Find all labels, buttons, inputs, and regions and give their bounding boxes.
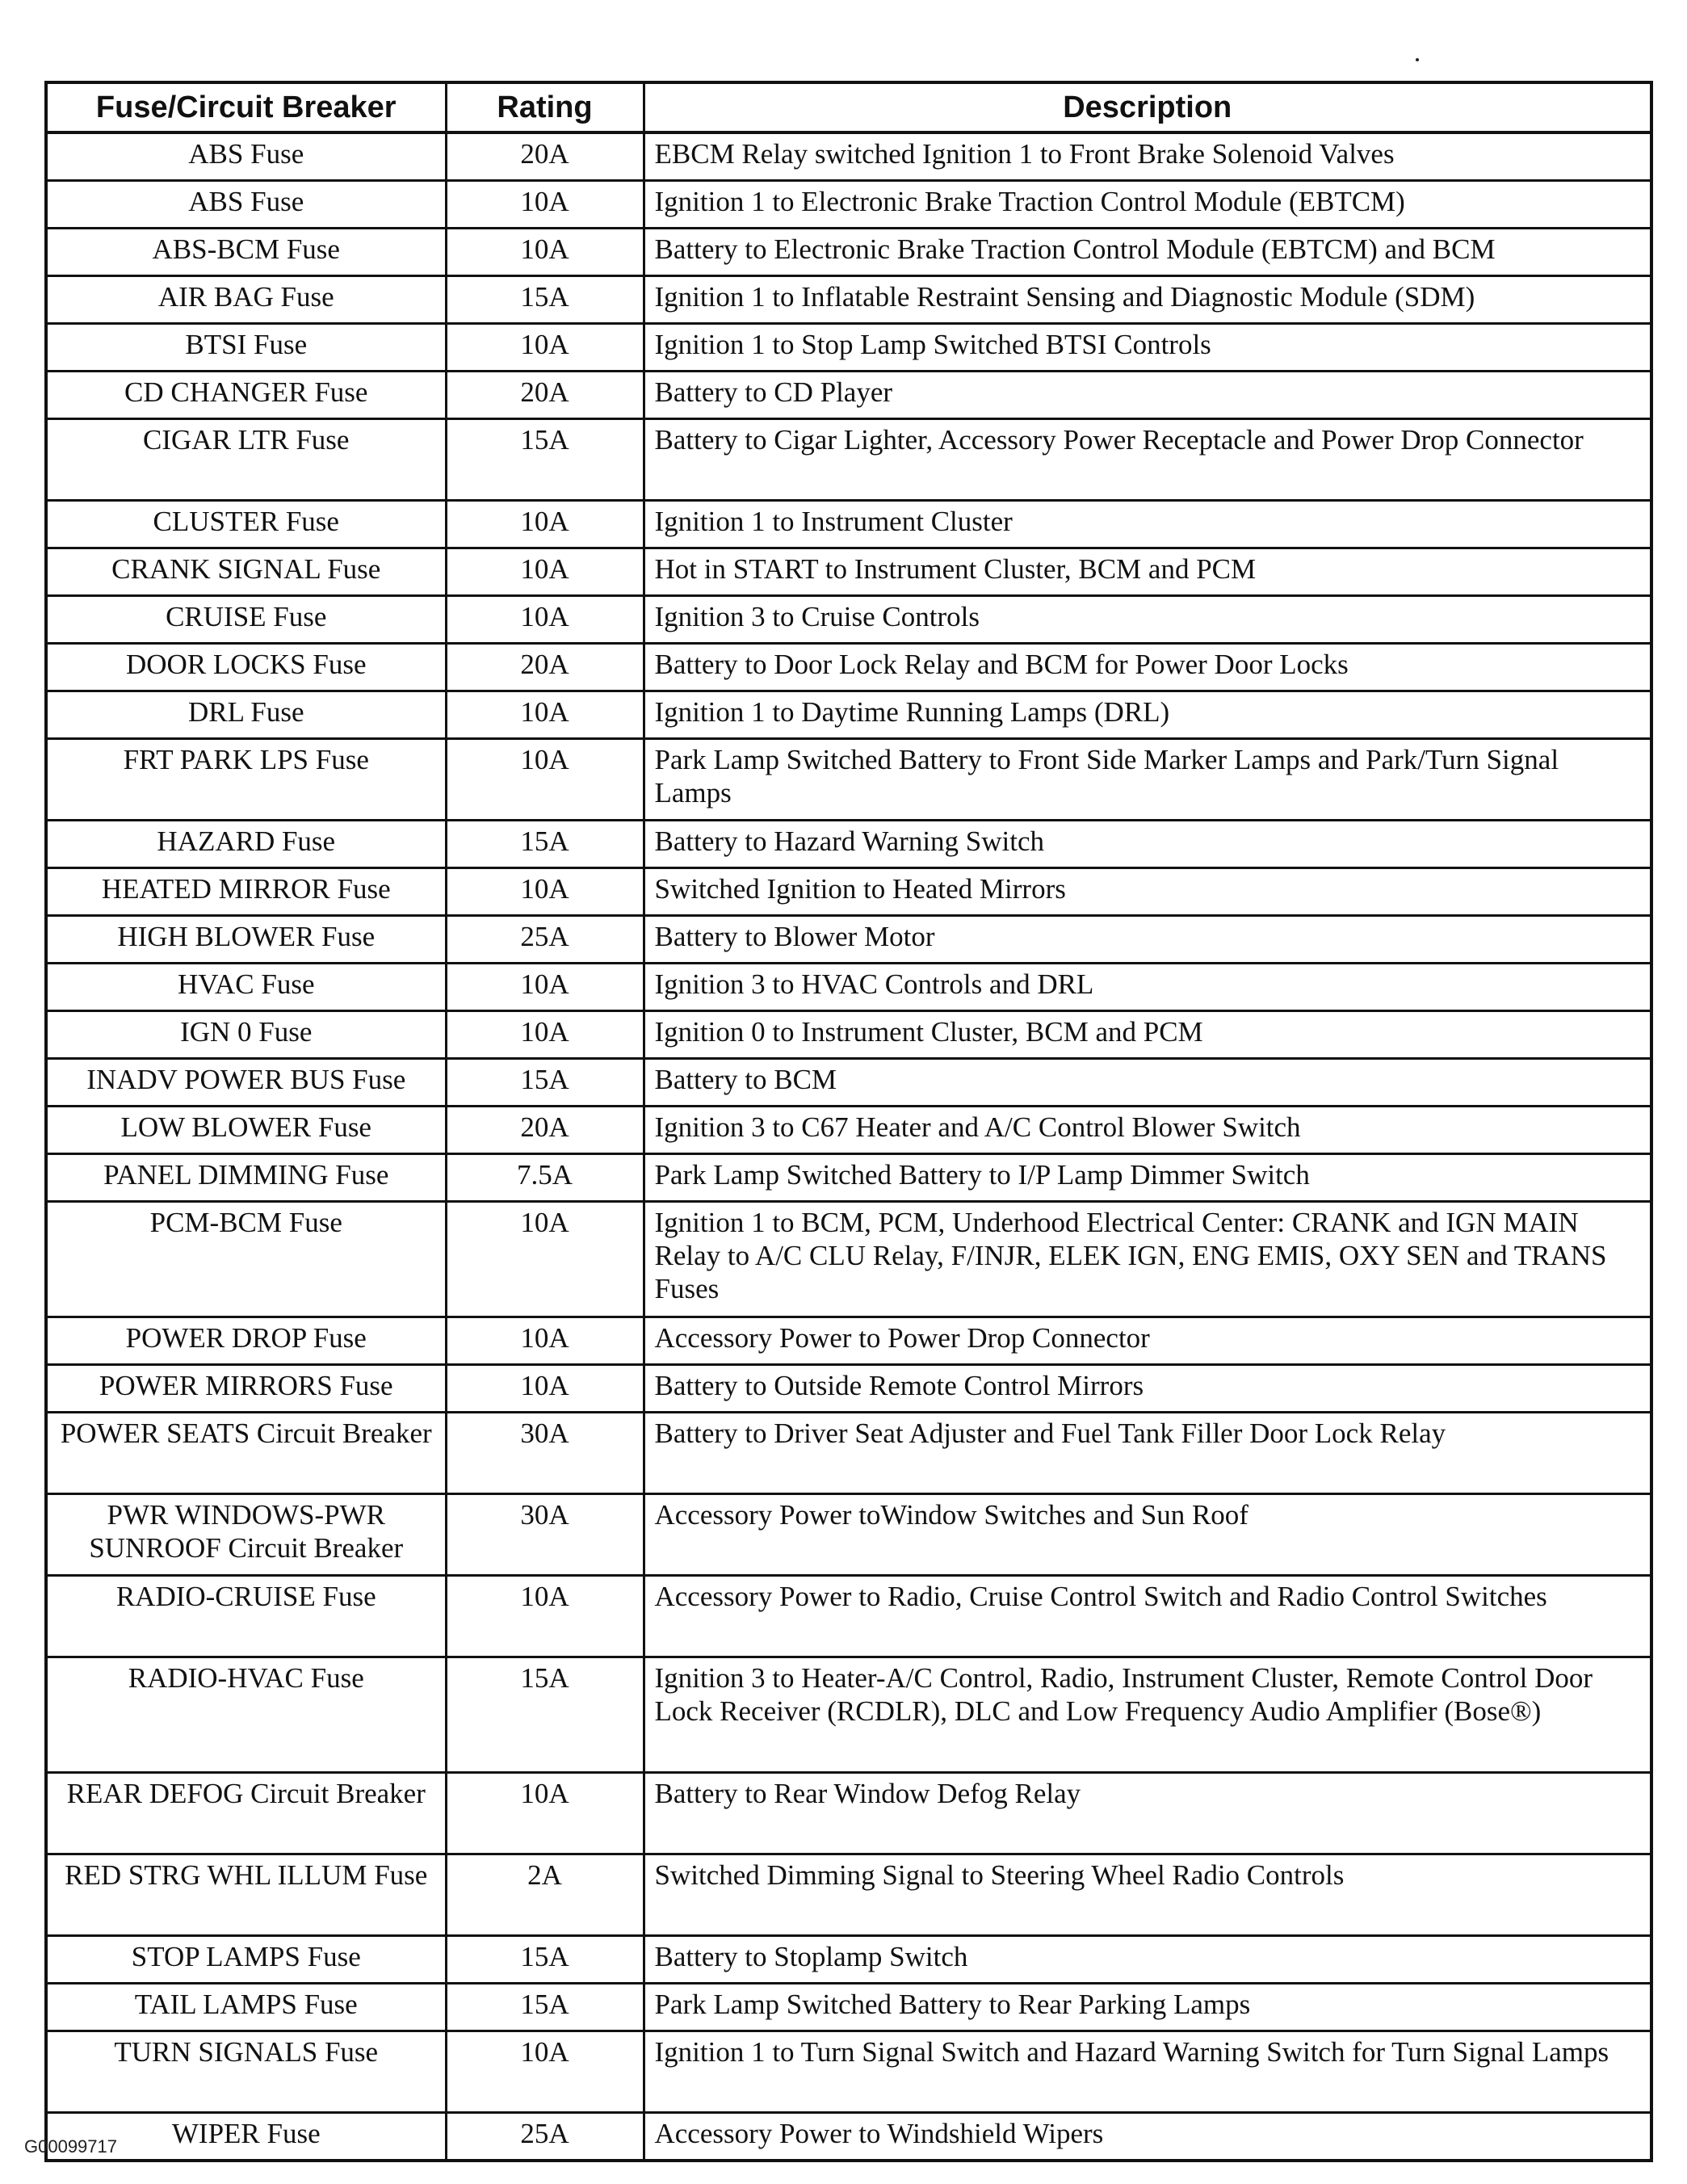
fuse-cell: POWER SEATS Circuit Breaker [46,1413,446,1494]
description-cell: Accessory Power to Windshield Wipers [644,2113,1651,2161]
fuse-cell: RED STRG WHL ILLUM Fuse [46,1854,446,1936]
table-row [46,1413,1651,1494]
description-cell: Battery to Rear Window Defog Relay [644,1773,1651,1854]
table-row [46,1936,1651,1984]
fuse-cell: CRUISE Fuse [46,596,446,644]
fuse-cell: ABS Fuse [46,132,446,181]
table-row [46,644,1651,691]
description-cell: Ignition 3 to Cruise Controls [644,596,1651,644]
table-header [46,82,1651,132]
table-row [46,868,1651,916]
fuse-cell: CLUSTER Fuse [46,501,446,548]
description-cell: Battery to Hazard Warning Switch [644,821,1651,868]
table-row [46,501,1651,548]
rating-cell: 10A [446,1317,644,1365]
rating-cell: 10A [446,964,644,1011]
description-cell: Battery to Blower Motor [644,916,1651,964]
rating-cell: 10A [446,1576,644,1657]
fuse-cell: HIGH BLOWER Fuse [46,916,446,964]
fuse-cell: HVAC Fuse [46,964,446,1011]
rating-cell: 30A [446,1494,644,1576]
rating-cell: 10A [446,596,644,644]
description-cell: Ignition 3 to HVAC Controls and DRL [644,964,1651,1011]
header-description: Description [644,82,1651,132]
fuse-cell: RADIO-HVAC Fuse [46,1657,446,1773]
rating-cell: 25A [446,916,644,964]
fuse-cell: IGN 0 Fuse [46,1011,446,1059]
rating-cell: 15A [446,1984,644,2031]
fuse-cell: BTSI Fuse [46,324,446,372]
table-row [46,1154,1651,1202]
fuse-cell: POWER DROP Fuse [46,1317,446,1365]
table-row [46,419,1651,501]
rating-cell: 20A [446,372,644,419]
rating-cell: 15A [446,821,644,868]
fuse-cell: ABS Fuse [46,181,446,229]
table-row [46,821,1651,868]
fuse-cell: PANEL DIMMING Fuse [46,1154,446,1202]
description-cell: Accessory Power to Power Drop Connector [644,1317,1651,1365]
fuse-cell: POWER MIRRORS Fuse [46,1365,446,1413]
table-row [46,132,1651,181]
table-row [46,964,1651,1011]
fuse-cell: CIGAR LTR Fuse [46,419,446,501]
table-row [46,1854,1651,1936]
rating-cell: 7.5A [446,1154,644,1202]
description-cell: Ignition 1 to Instrument Cluster [644,501,1651,548]
description-cell: Park Lamp Switched Battery to I/P Lamp Dimmer Switch [644,1154,1651,1202]
fuse-cell: DOOR LOCKS Fuse [46,644,446,691]
table-row [46,1317,1651,1365]
description-cell: Accessory Power toWindow Switches and Sun Roof [644,1494,1651,1576]
description-cell: Park Lamp Switched Battery to Rear Parking Lamps [644,1984,1651,2031]
table-row [46,1059,1651,1107]
description-cell: Accessory Power to Radio, Cruise Control Switch and Radio Control Switches [644,1576,1651,1657]
table-row [46,916,1651,964]
table-row [46,229,1651,276]
fuse-table [44,81,1653,2162]
table-row [46,181,1651,229]
table-row [46,1202,1651,1317]
rating-cell: 25A [446,2113,644,2161]
description-cell: Battery to Electronic Brake Traction Control Module (EBTCM) and BCM [644,229,1651,276]
rating-cell: 30A [446,1413,644,1494]
rating-cell: 10A [446,229,644,276]
table-row [46,1773,1651,1854]
description-cell: Ignition 1 to Inflatable Restraint Sensing and Diagnostic Module (SDM) [644,276,1651,324]
rating-cell: 20A [446,132,644,181]
description-cell: Ignition 1 to Daytime Running Lamps (DRL) [644,691,1651,739]
description-cell: Switched Dimming Signal to Steering Wheel Radio Controls [644,1854,1651,1936]
rating-cell: 10A [446,324,644,372]
table-row [46,739,1651,821]
header-rating: Rating [446,82,644,132]
description-cell: Ignition 0 to Instrument Cluster, BCM and PCM [644,1011,1651,1059]
fuse-cell: PWR WINDOWS-PWR SUNROOF Circuit Breaker [46,1494,446,1576]
rating-cell: 15A [446,1657,644,1773]
table-row [46,276,1651,324]
table-row [46,324,1651,372]
rating-cell: 15A [446,1936,644,1984]
rating-cell: 20A [446,644,644,691]
description-cell: Ignition 1 to Stop Lamp Switched BTSI Controls [644,324,1651,372]
table-row [46,1657,1651,1773]
fuse-cell: AIR BAG Fuse [46,276,446,324]
description-cell: Battery to CD Player [644,372,1651,419]
fuse-cell: TAIL LAMPS Fuse [46,1984,446,2031]
header-fuse: Fuse/Circuit Breaker [46,82,446,132]
description-cell: Battery to Cigar Lighter, Accessory Power Receptacle and Power Drop Connector [644,419,1651,501]
rating-cell: 10A [446,1011,644,1059]
fuse-cell: ABS-BCM Fuse [46,229,446,276]
fuse-cell: LOW BLOWER Fuse [46,1107,446,1154]
table-row [46,1365,1651,1413]
rating-cell: 15A [446,276,644,324]
rating-cell: 15A [446,1059,644,1107]
table-row [46,1984,1651,2031]
description-cell: Ignition 1 to BCM, PCM, Underhood Electrical Center: CRANK and IGN MAIN Relay to A/C CLU Relay, F/INJR, ELEK IGN, ENG EMIS, OXY SEN and TRANS Fuses [644,1202,1651,1317]
description-cell: Switched Ignition to Heated Mirrors [644,868,1651,916]
description-cell: Battery to Outside Remote Control Mirrors [644,1365,1651,1413]
header-row [46,82,1651,132]
fuse-cell: HAZARD Fuse [46,821,446,868]
description-cell: EBCM Relay switched Ignition 1 to Front Brake Solenoid Valves [644,132,1651,181]
fuse-cell: REAR DEFOG Circuit Breaker [46,1773,446,1854]
rating-cell: 10A [446,1773,644,1854]
fuse-cell: CRANK SIGNAL Fuse [46,548,446,596]
rating-cell: 10A [446,868,644,916]
description-cell: Battery to Door Lock Relay and BCM for Power Door Locks [644,644,1651,691]
fuse-cell: RADIO-CRUISE Fuse [46,1576,446,1657]
description-cell: Battery to BCM [644,1059,1651,1107]
rating-cell: 10A [446,739,644,821]
rating-cell: 10A [446,1202,644,1317]
fuse-cell: WIPER Fuse [46,2113,446,2161]
fuse-cell: DRL Fuse [46,691,446,739]
fuse-cell: STOP LAMPS Fuse [46,1936,446,1984]
rating-cell: 15A [446,419,644,501]
description-cell: Battery to Driver Seat Adjuster and Fuel Tank Filler Door Lock Relay [644,1413,1651,1494]
rating-cell: 10A [446,548,644,596]
rating-cell: 10A [446,2031,644,2113]
fuse-cell: TURN SIGNALS Fuse [46,2031,446,2113]
table-row [46,691,1651,739]
rating-cell: 10A [446,181,644,229]
table-row [46,372,1651,419]
rating-cell: 10A [446,691,644,739]
description-cell: Park Lamp Switched Battery to Front Side Marker Lamps and Park/Turn Signal Lamps [644,739,1651,821]
table-row [46,548,1651,596]
description-cell: Ignition 3 to C67 Heater and A/C Control Blower Switch [644,1107,1651,1154]
description-cell: Ignition 1 to Turn Signal Switch and Hazard Warning Switch for Turn Signal Lamps [644,2031,1651,2113]
description-cell: Ignition 3 to Heater-A/C Control, Radio, Instrument Cluster, Remote Control Door Lock Receiver (RCDLR), DLC and Low Frequency Audio Amplifier (Bose®) [644,1657,1651,1773]
fuse-cell: FRT PARK LPS Fuse [46,739,446,821]
table-row [46,1494,1651,1576]
fuse-cell: CD CHANGER Fuse [46,372,446,419]
table-row [46,1011,1651,1059]
table-row [46,2113,1651,2161]
table-body [46,132,1651,2161]
fuse-cell: INADV POWER BUS Fuse [46,1059,446,1107]
table-row [46,1576,1651,1657]
description-cell: Ignition 1 to Electronic Brake Traction Control Module (EBTCM) [644,181,1651,229]
rating-cell: 10A [446,1365,644,1413]
scan-speck [1416,58,1419,61]
fuse-cell: PCM-BCM Fuse [46,1202,446,1317]
description-cell: Battery to Stoplamp Switch [644,1936,1651,1984]
rating-cell: 20A [446,1107,644,1154]
rating-cell: 2A [446,1854,644,1936]
rating-cell: 10A [446,501,644,548]
fuse-cell: HEATED MIRROR Fuse [46,868,446,916]
figure-code: G00099717 [24,2136,117,2157]
table-row [46,1107,1651,1154]
table-row [46,596,1651,644]
table-row [46,2031,1651,2113]
description-cell: Hot in START to Instrument Cluster, BCM and PCM [644,548,1651,596]
